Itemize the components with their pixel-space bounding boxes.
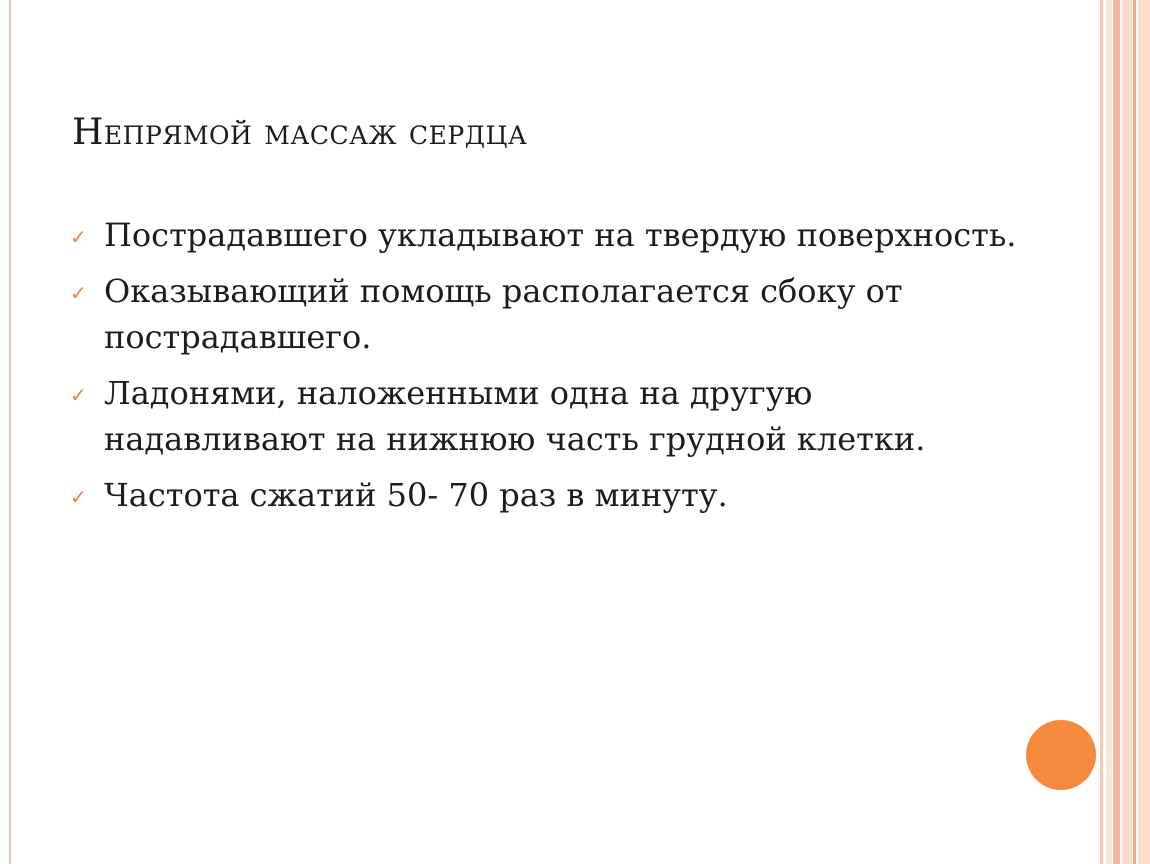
decorative-stripe [1106,0,1112,864]
checkmark-icon: ✓ [70,485,87,509]
bullet-text: Частота сжатий 50- 70 раз в минуту. [104,476,728,514]
checkmark-icon: ✓ [70,225,87,249]
bullet-list [70,212,1030,528]
decorative-stripe [1133,0,1136,864]
checkmark-icon: ✓ [70,281,87,305]
bullet-item [70,370,1030,462]
bullet-text: Оказывающий помощь располагается сбоку от пострадавшего. [104,272,903,356]
decorative-circle [1026,720,1096,790]
checkmark-icon: ✓ [70,383,87,407]
bullet-text: Пострадавшего укладывают на твердую поверхность. [104,216,1017,254]
slide-title: Непрямой массаж сердца [72,112,528,153]
decorative-stripe [1138,0,1150,864]
decorative-stripe [1113,0,1120,864]
bullet-text: Ладонями, наложенными одна на другую надавливают на нижнюю часть грудной клетки. [104,374,926,458]
bullet-item [70,212,1030,258]
bullet-item [70,472,1030,518]
bullet-item [70,268,1030,360]
slide-frame-line [9,0,11,864]
decorative-stripe [1100,0,1103,864]
decorative-stripe [1122,0,1132,864]
